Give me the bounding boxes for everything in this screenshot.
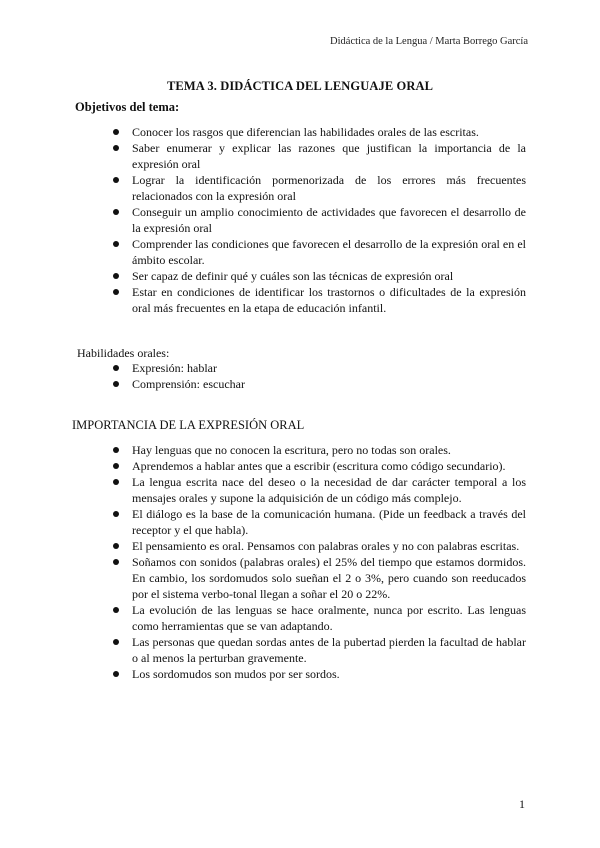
list-item: Estar en condiciones de identificar los trastornos o dificultades de la expresión oral más frecuentes en la etapa de educación infantil. <box>0 284 600 316</box>
list-item: El pensamiento es oral. Pensamos con palabras orales y no con palabras escritas. <box>0 538 600 554</box>
bullet-icon <box>113 639 119 645</box>
list-item: Aprendemos a hablar antes que a escribir (escritura como código secundario). <box>0 458 600 474</box>
bullet-icon <box>113 241 119 247</box>
bullet-icon <box>113 381 119 387</box>
bullet-icon <box>113 671 119 677</box>
list-item: Conocer los rasgos que diferencian las habilidades orales de las escritas. <box>0 124 600 140</box>
list-item: La evolución de las lenguas se hace oralmente, nunca por escrito. Las lenguas como herramientas que se van adaptando. <box>0 602 600 634</box>
bullet-icon <box>113 289 119 295</box>
page-number: 1 <box>519 797 525 811</box>
bullet-icon <box>113 479 119 485</box>
list-item: Hay lenguas que no conocen la escritura, pero no todas son orales. <box>0 442 600 458</box>
list-item: Ser capaz de definir qué y cuáles son las técnicas de expresión oral <box>0 268 600 284</box>
list-item: Conseguir un amplio conocimiento de actividades que favorecen el desarrollo de la expresión oral <box>0 204 600 236</box>
bullet-icon <box>113 447 119 453</box>
objectives-list <box>0 124 600 316</box>
page-title: TEMA 3. DIDÁCTICA DEL LENGUAJE ORAL <box>166 79 434 93</box>
bullet-icon <box>113 559 119 565</box>
bullet-icon <box>113 463 119 469</box>
bullet-icon <box>113 607 119 613</box>
importance-list <box>0 442 600 682</box>
bullet-icon <box>113 273 119 279</box>
skills-list <box>0 360 600 392</box>
bullet-icon <box>113 365 119 371</box>
list-item: Lograr la identificación pormenorizada de los errores más frecuentes relacionados con la expresión oral <box>0 172 600 204</box>
bullet-icon <box>113 511 119 517</box>
bullet-icon <box>113 543 119 549</box>
bullet-icon <box>113 209 119 215</box>
list-item: Comprender las condiciones que favorecen el desarrollo de la expresión oral en el ámbito escolar. <box>0 236 600 268</box>
list-item: Soñamos con sonidos (palabras orales) el 25% del tiempo que estamos dormidos. En cambio, los sordomudos solo sueñan el 2 o 3%, pero cuando son reeducados por el sistema verbo-tonal llegan a soñar el 20 o 22%. <box>0 554 600 602</box>
list-item: Las personas que quedan sordas antes de la pubertad pierden la facultad de hablar o al menos la perturban gravemente. <box>0 634 600 666</box>
list-item: Los sordomudos son mudos por ser sordos. <box>0 666 600 682</box>
list-item: La lengua escrita nace del deseo o la necesidad de dar carácter temporal a los mensajes orales y supone la adquisición de un código más complejo. <box>0 474 600 506</box>
objectives-heading: Objetivos del tema: <box>75 100 180 114</box>
bullet-icon <box>113 129 119 135</box>
list-item: Comprensión: escuchar <box>0 376 600 392</box>
list-item: Expresión: hablar <box>0 360 600 376</box>
skills-heading: Habilidades orales: <box>77 346 170 360</box>
list-item: Saber enumerar y explicar las razones que justifican la importancia de la expresión oral <box>0 140 600 172</box>
bullet-icon <box>113 145 119 151</box>
list-item: El diálogo es la base de la comunicación humana. (Pide un feedback a través del receptor y el que habla). <box>0 506 600 538</box>
running-header: Didáctica de la Lengua / Marta Borrego García <box>330 36 528 47</box>
bullet-icon <box>113 177 119 183</box>
importance-heading: IMPORTANCIA DE LA EXPRESIÓN ORAL <box>72 418 305 432</box>
